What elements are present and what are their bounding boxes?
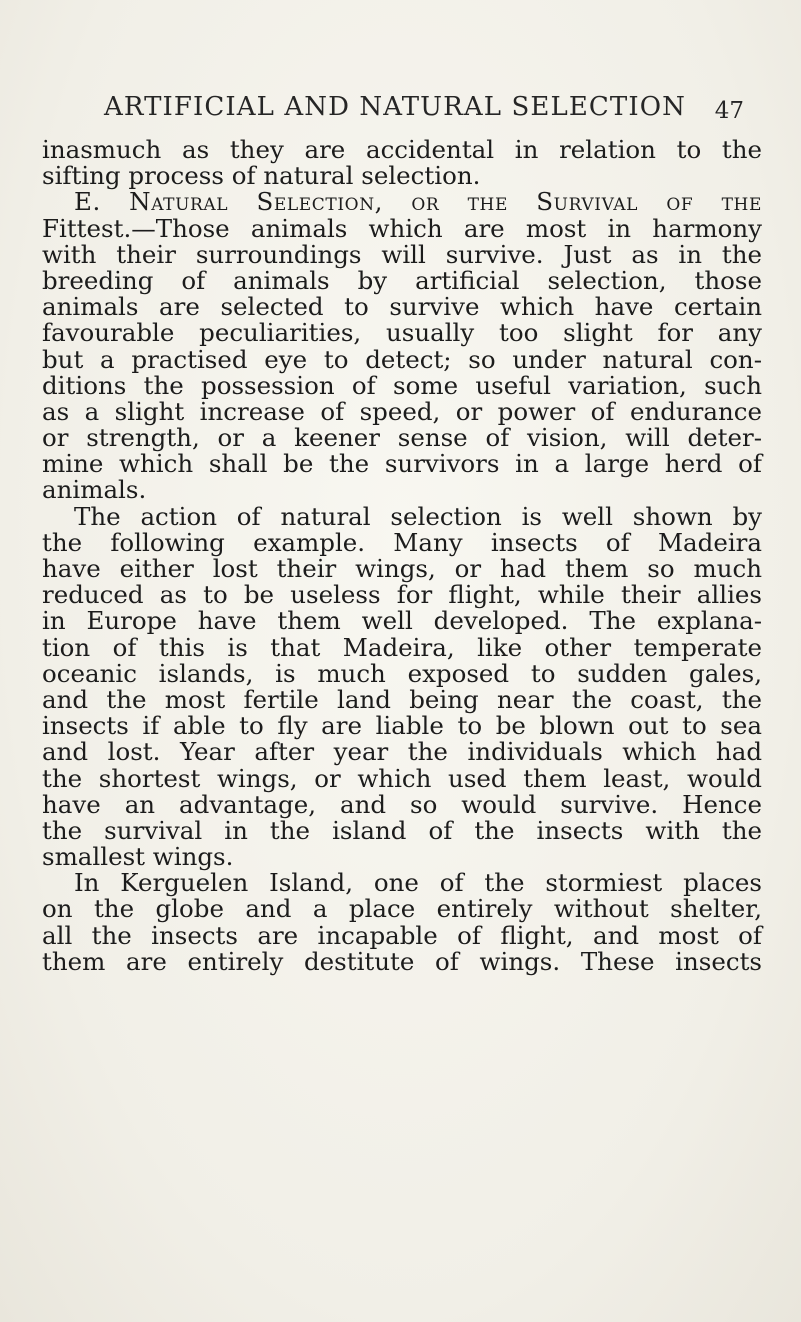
- text-line: on the globe and a place entirely without shelter,: [42, 894, 762, 924]
- text-line: with their surroundings will survive. Just as in the: [42, 239, 762, 269]
- text-line: the survival in the island of the insects with the: [42, 815, 762, 845]
- text-line: oceanic islands, is much exposed to sudden gales,: [42, 658, 762, 688]
- text-line: in Europe have them well developed. The explana-: [42, 606, 762, 636]
- text-line: reduced as to be useless for flight, while their allies: [42, 580, 762, 610]
- page-header: [104, 92, 744, 128]
- text-line: have either lost their wings, or had them so much: [42, 554, 762, 583]
- text-line: but a practised eye to detect; so under natural con-: [42, 344, 762, 374]
- text-line: and lost. Year after year the individuals which had: [42, 737, 762, 767]
- text-line: as a slight increase of speed, or power of endurance: [42, 396, 762, 426]
- text-line: sifting process of natural selection.: [42, 161, 481, 191]
- text-line: animals are selected to survive which have certain: [42, 292, 762, 322]
- text-line: them are entirely destitute of wings. These insects: [42, 946, 762, 976]
- body-text: [42, 137, 762, 975]
- text-line: mine which shall be the survivors in a large herd of: [42, 449, 762, 479]
- text-line: animals.: [42, 475, 147, 505]
- text-line: The action of natural selection is well shown by: [74, 501, 762, 531]
- text-line: Fittest.—Those animals which are most in harmony: [42, 213, 762, 243]
- text-line: or strength, or a keener sense of vision, will deter-: [42, 423, 762, 453]
- text-line: ditions the possession of some useful variation, such: [42, 370, 762, 400]
- text-line: smallest wings.: [42, 842, 234, 872]
- text-line: favourable peculiarities, usually too slight for any: [42, 318, 762, 348]
- running-head: ARTIFICIAL AND NATURAL SELECTION: [104, 92, 686, 122]
- text-line: In Kerguelen Island, one of the stormiest places: [74, 868, 762, 898]
- text-line: inasmuch as they are accidental in relation to the: [42, 135, 762, 164]
- text-line: the following example. Many insects of Madeira: [42, 527, 762, 557]
- text-line: the shortest wings, or which used them least, would: [42, 763, 762, 793]
- text-line: have an advantage, and so would survive. Hence: [42, 789, 762, 819]
- text-line: breeding of animals by artificial selection, those: [42, 265, 762, 295]
- text-line: and the most fertile land being near the coast, the: [42, 684, 762, 714]
- text-line: all the insects are incapable of flight, and most of: [42, 920, 762, 950]
- text-line: insects if able to fly are liable to be blown out to sea: [42, 711, 762, 741]
- text-line: tion of this is that Madeira, like other temperate: [42, 632, 762, 662]
- page-number: 47: [714, 98, 744, 124]
- section-heading-line: E. Natural Selection, or the Survival of the: [74, 187, 762, 217]
